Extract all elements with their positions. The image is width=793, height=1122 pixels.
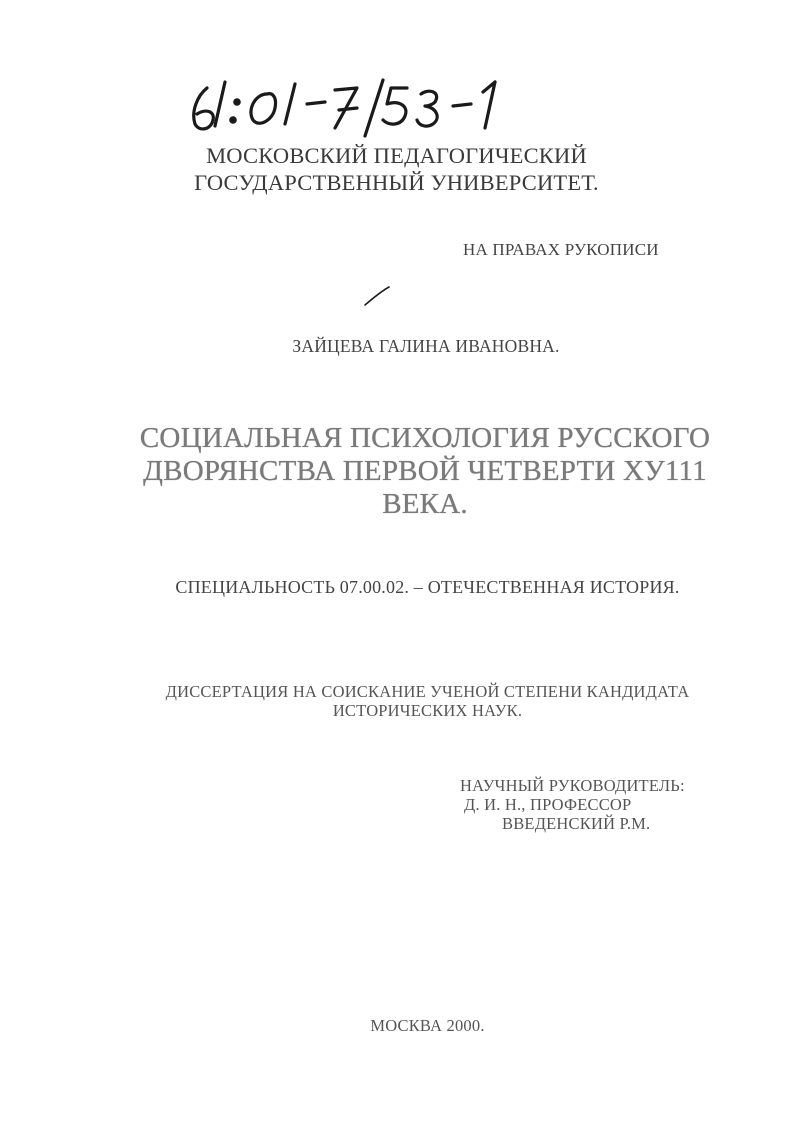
university-line-2: ГОСУДАРСТВЕННЫЙ УНИВЕРСИТЕТ.: [194, 170, 599, 195]
university-name: [0, 142, 793, 196]
dissertation-line-1: ДИССЕРТАЦИЯ НА СОИСКАНИЕ УЧЕНОЙ СТЕПЕНИ КАНДИДАТА: [165, 682, 690, 701]
university-line-1: МОСКОВСКИЙ ПЕДАГОГИЧЕСКИЙ: [206, 143, 587, 168]
advisor-label: НАУЧНЫЙ РУКОВОДИТЕЛЬ:: [460, 776, 685, 795]
title-line-3: ВЕКА.: [382, 488, 468, 520]
author-name: ЗАЙЦЕВА ГАЛИНА ИВАНОВНА.: [292, 336, 560, 356]
pen-mark: [362, 285, 392, 307]
advisor-degree: Д. И. Н., ПРОФЕССОР: [464, 795, 632, 814]
dissertation-title: [0, 422, 793, 521]
dissertation-line-2: ИСТОРИЧЕСКИХ НАУК.: [332, 701, 523, 720]
city-year: МОСКВА 2000.: [370, 1016, 485, 1035]
specialty-line: СПЕЦИАЛЬНОСТЬ 07.00.02. – ОТЕЧЕСТВЕННАЯ ИСТОРИЯ.: [175, 577, 680, 597]
manuscript-rights-note: НА ПРАВАХ РУКОПИСИ: [463, 240, 659, 259]
scientific-advisor: [460, 776, 685, 833]
dissertation-purpose: [0, 682, 793, 720]
advisor-name: ВВЕДЕНСКИЙ Р.М.: [502, 814, 651, 833]
handwritten-catalog-code: [185, 70, 515, 150]
title-line-1: СОЦИАЛЬНАЯ ПСИХОЛОГИЯ РУССКОГО: [139, 422, 711, 454]
title-line-2: ДВОРЯНСТВА ПЕРВОЙ ЧЕТВЕРТИ ХУ111: [143, 455, 707, 487]
